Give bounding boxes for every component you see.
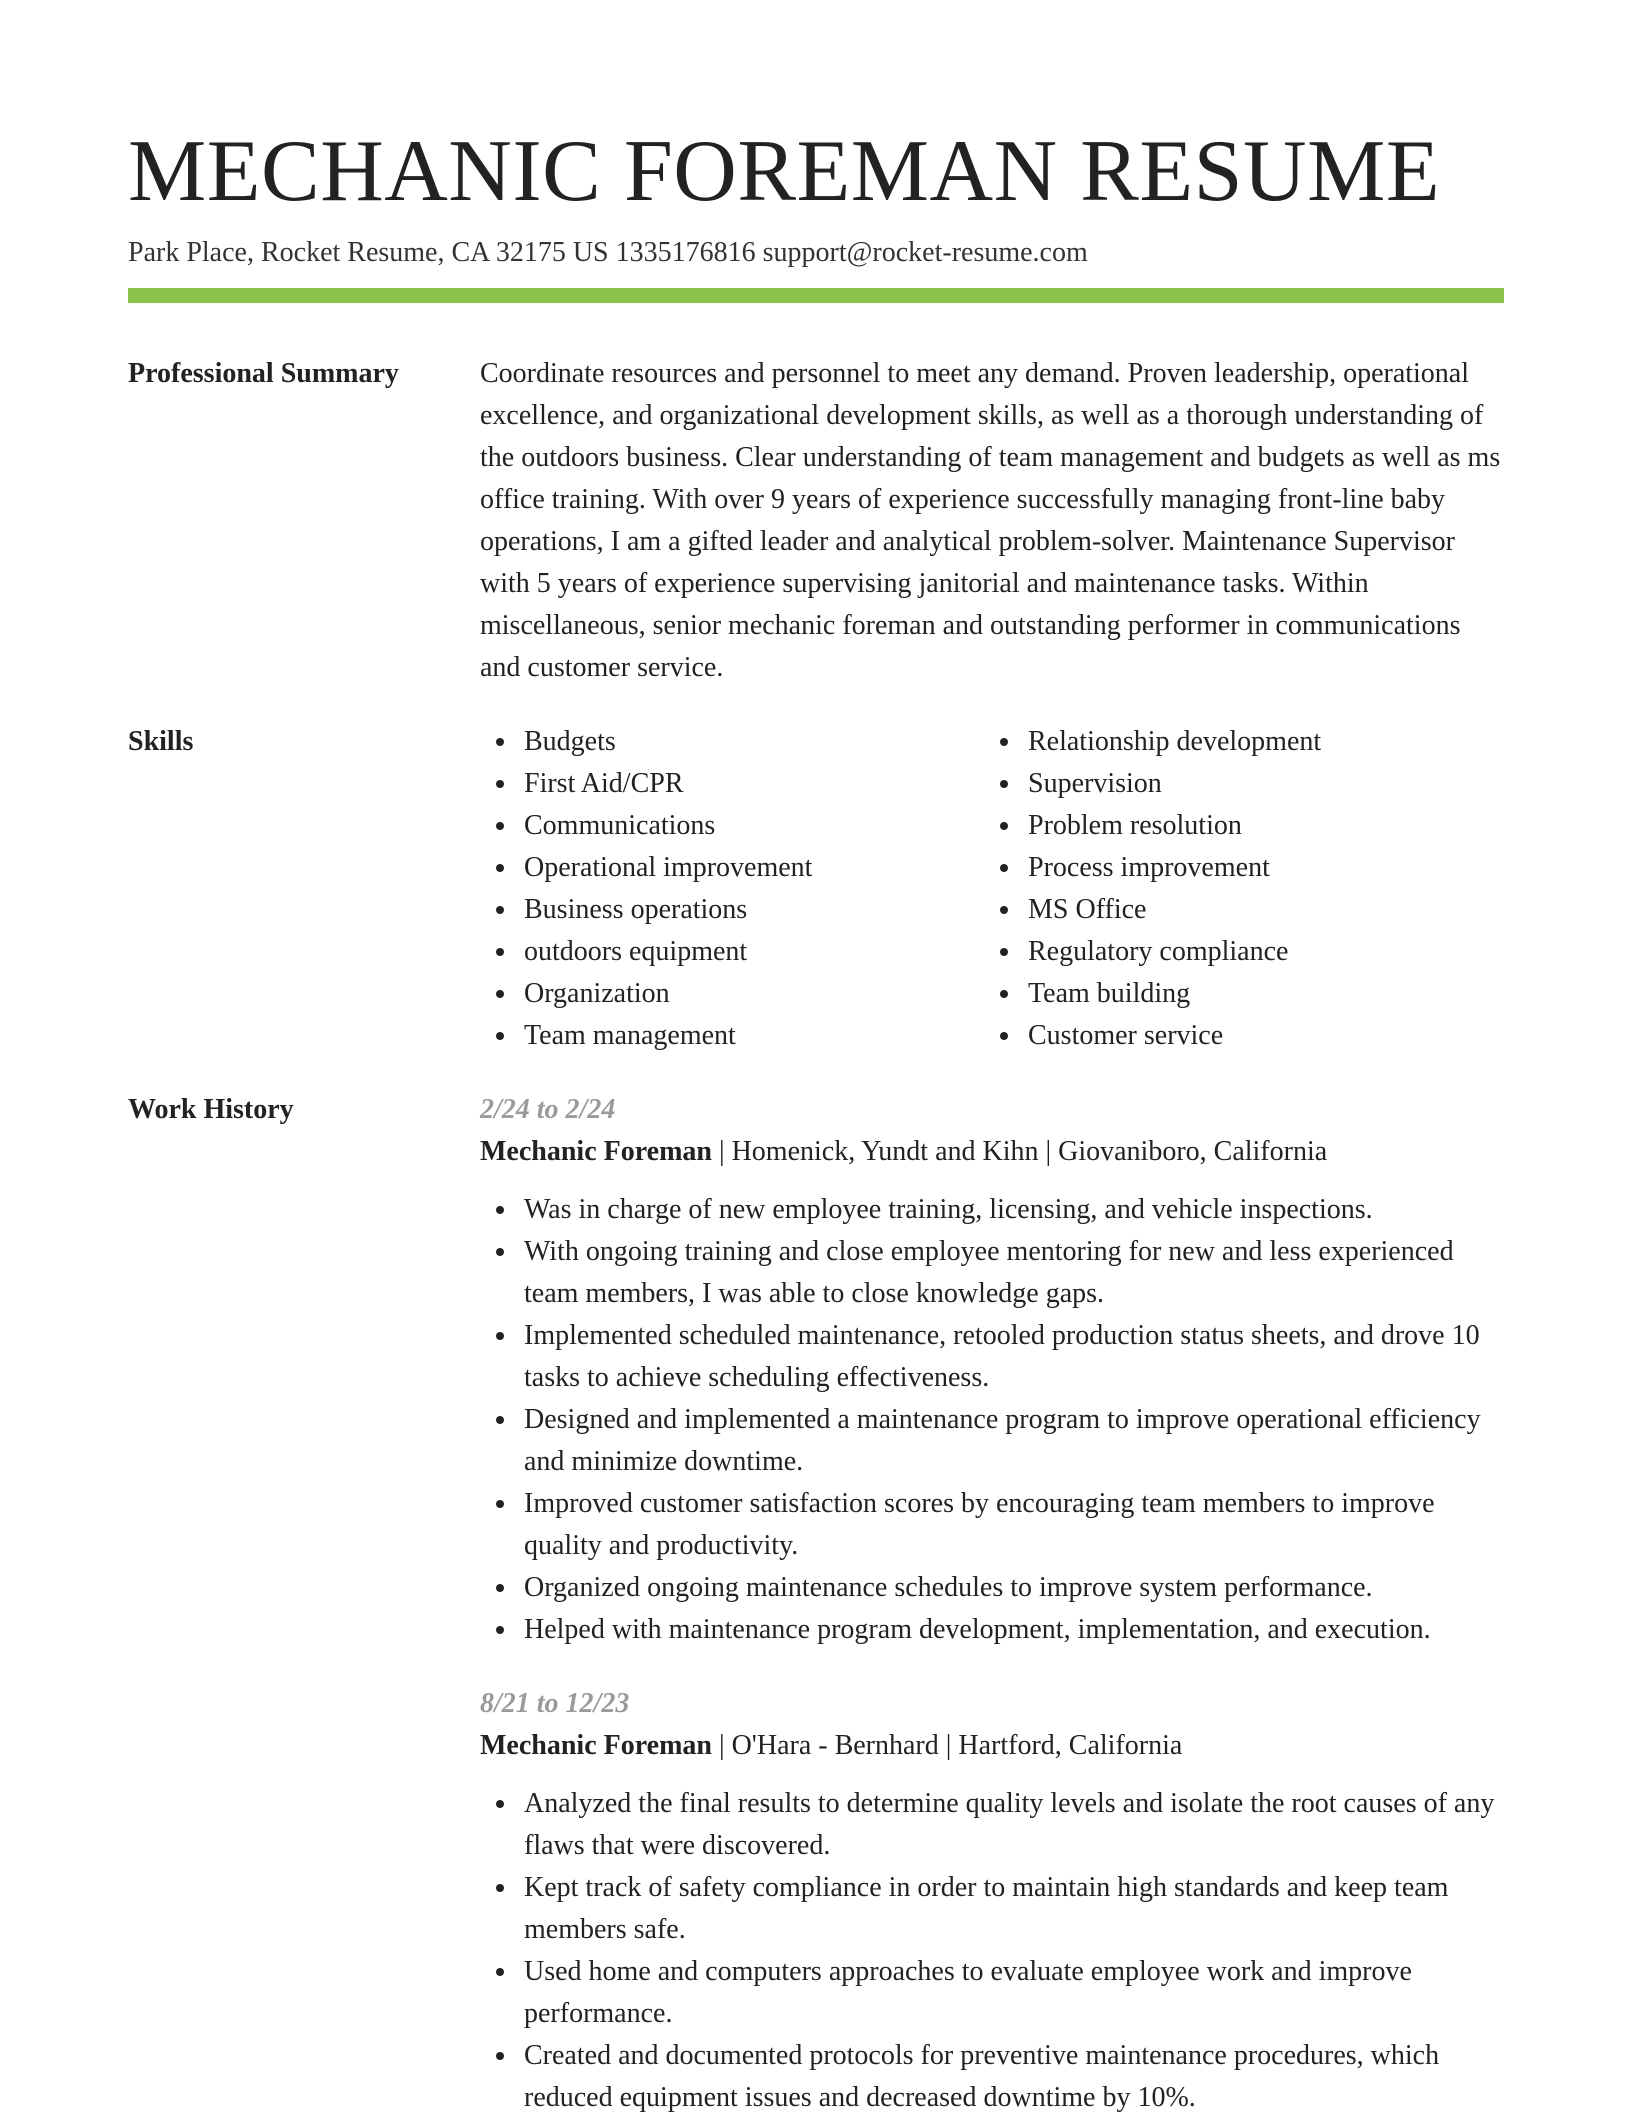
job-title: Mechanic Foreman (480, 1730, 712, 1761)
job-entry (480, 1089, 1504, 1651)
job-dates: 8/21 to 12/23 (480, 1688, 630, 1719)
job-duty: Kept track of safety compliance in order to maintain high standards and keep team members safe. (480, 1867, 1504, 1951)
job-duty: Was in charge of new employee training, licensing, and vehicle inspections. (480, 1189, 1504, 1231)
skill-item: outdoors equipment (480, 931, 984, 973)
job-employer-location: | O'Hara - Bernhard | Hartford, California (711, 1730, 1183, 1761)
summary-section (128, 353, 1504, 689)
resume-header (128, 0, 1504, 303)
job-duties (480, 1783, 1504, 2112)
skill-item: Team management (480, 1015, 984, 1057)
job-duty: Designed and implemented a maintenance program to improve operational efficiency and minimize downtime. (480, 1399, 1504, 1483)
job-title-line (480, 1131, 1504, 1173)
job-duty: Implemented scheduled maintenance, retooled production status sheets, and drove 10 tasks to achieve scheduling effectiveness. (480, 1315, 1504, 1399)
job-dates: 2/24 to 2/24 (480, 1094, 616, 1125)
skill-item: Regulatory compliance (984, 931, 1488, 973)
job-duty: Organized ongoing maintenance schedules to improve system performance. (480, 1567, 1504, 1609)
job-title-line (480, 1725, 1504, 1767)
skills-heading: Skills (128, 726, 194, 757)
skill-item: Relationship development (984, 721, 1488, 763)
skill-item: Operational improvement (480, 847, 984, 889)
skill-item: Communications (480, 805, 984, 847)
job-employer-location: | Homenick, Yundt and Kihn | Giovaniboro, California (711, 1136, 1328, 1167)
job-duty: Analyzed the final results to determine quality levels and isolate the root causes of any flaws that were discovered. (480, 1783, 1504, 1867)
work-history-list (480, 1089, 1504, 2112)
skills-list (480, 721, 1504, 1057)
work-history-heading: Work History (128, 1094, 294, 1125)
work-history-section (128, 1089, 1504, 2112)
job-duty: With ongoing training and close employee mentoring for new and less experienced team members, I was able to close knowledge gaps. (480, 1231, 1504, 1315)
skill-item: Team building (984, 973, 1488, 1015)
job-duty: Helped with maintenance program development, implementation, and execution. (480, 1609, 1504, 1651)
resume-title: MECHANIC FOREMAN RESUME (128, 123, 1441, 220)
skill-item: MS Office (984, 889, 1488, 931)
skill-item: Organization (480, 973, 984, 1015)
skill-item: Problem resolution (984, 805, 1488, 847)
contact-info: Park Place, Rocket Resume, CA 32175 US 1335176816 support@rocket-resume.com (128, 237, 1088, 268)
header-divider (128, 288, 1504, 303)
job-duties (480, 1189, 1504, 1651)
job-duty: Used home and computers approaches to evaluate employee work and improve performance. (480, 1951, 1504, 2035)
job-duty: Improved customer satisfaction scores by encouraging team members to improve quality and productivity. (480, 1483, 1504, 1567)
skill-item: Customer service (984, 1015, 1488, 1057)
job-title: Mechanic Foreman (480, 1136, 712, 1167)
job-entry (480, 1683, 1504, 2112)
skill-item: Business operations (480, 889, 984, 931)
skill-item: First Aid/CPR (480, 763, 984, 805)
skill-item: Supervision (984, 763, 1488, 805)
skills-column-1 (480, 721, 984, 1057)
skill-item: Budgets (480, 721, 984, 763)
skill-item: Process improvement (984, 847, 1488, 889)
skills-column-2 (984, 721, 1488, 1057)
job-duty: Created and documented protocols for preventive maintenance procedures, which reduced equipment issues and decreased downtime by 10%. (480, 2035, 1504, 2112)
summary-heading: Professional Summary (128, 358, 399, 389)
skills-section (128, 721, 1504, 1057)
summary-text: Coordinate resources and personnel to meet any demand. Proven leadership, operational excellence, and organizational development skills, as well as a thorough understanding of the outdoors business. Clear understanding of team management and budgets as well as ms office training. With over 9 years of experience successfully managing front-line baby operations, I am a gifted leader and analytical problem-solver. Maintenance Supervisor with 5 years of experience supervising janitorial and maintenance tasks. Within miscellaneous, senior mechanic foreman and outstanding performer in communications and customer service. (480, 358, 1501, 683)
